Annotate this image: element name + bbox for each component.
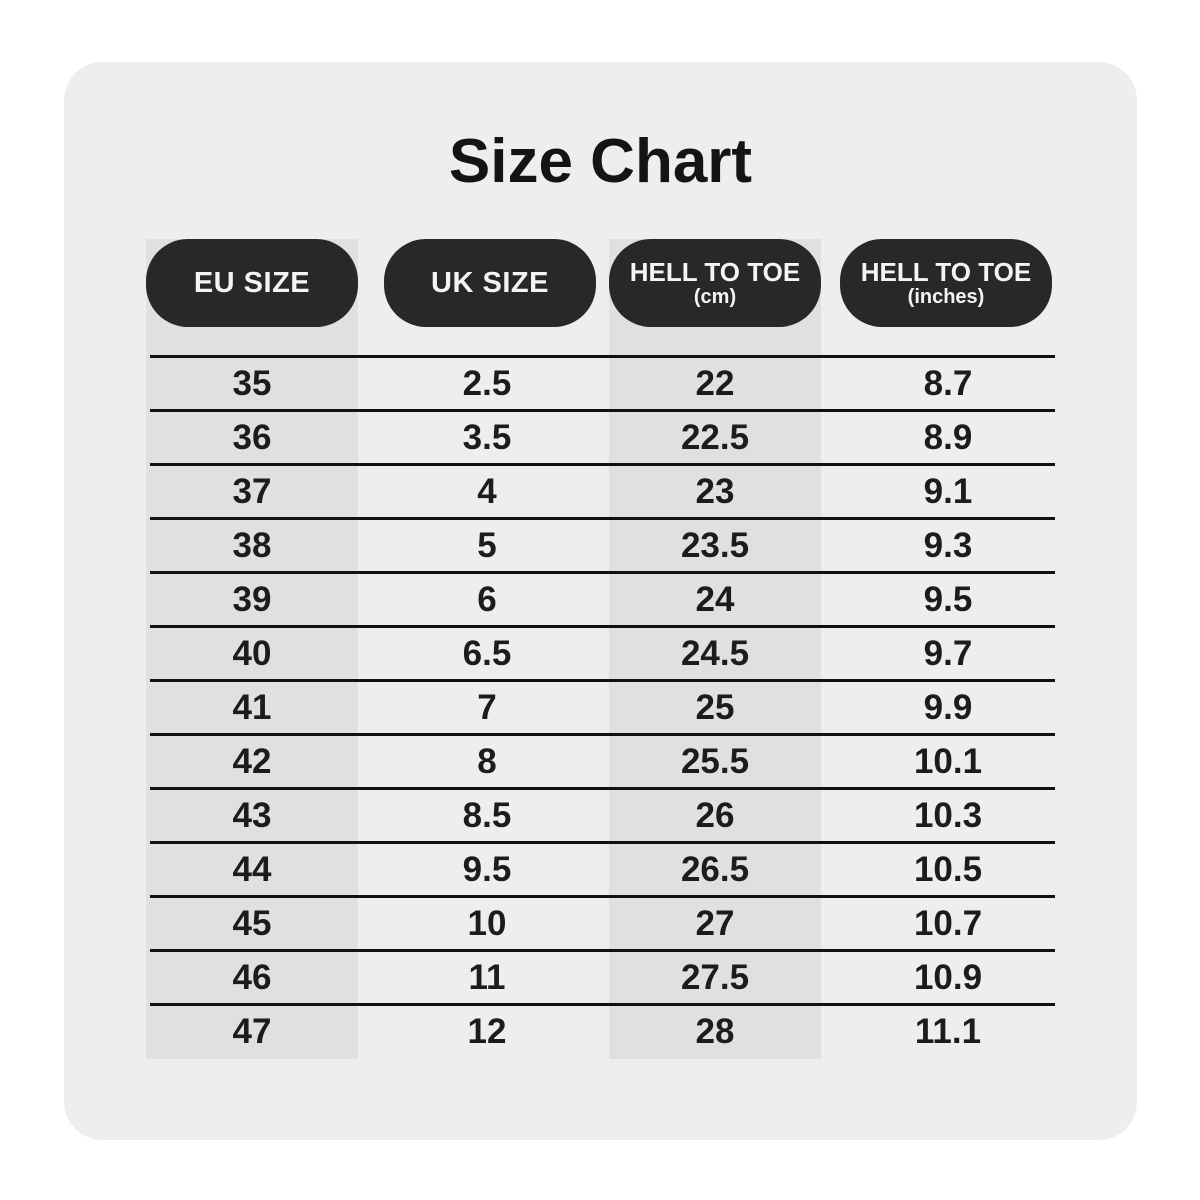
table-cell: 39 bbox=[232, 580, 272, 619]
table-cell: 8 bbox=[477, 742, 497, 781]
table-cell: 25 bbox=[695, 688, 735, 727]
table-cell: 6.5 bbox=[462, 634, 512, 673]
table-row bbox=[150, 679, 1055, 733]
table-cell: 22 bbox=[695, 364, 735, 403]
table-cell: 11 bbox=[468, 958, 506, 997]
table-row bbox=[150, 949, 1055, 1003]
header-sublabel-cm: (cm) bbox=[693, 286, 737, 308]
table-cell: 23.5 bbox=[680, 526, 750, 565]
header-sublabel-inches: (inches) bbox=[907, 286, 985, 308]
table-cell: 24 bbox=[695, 580, 735, 619]
table-cell: 26 bbox=[695, 796, 735, 835]
table-row bbox=[150, 355, 1055, 409]
table-cell: 9.5 bbox=[923, 580, 973, 619]
table-row bbox=[150, 733, 1055, 787]
table-cell: 23 bbox=[695, 472, 735, 511]
table-cell: 40 bbox=[232, 634, 272, 673]
table-cell: 9.7 bbox=[923, 634, 973, 673]
header-label-heel-to-toe-inches: HELL TO TOE bbox=[860, 257, 1032, 287]
table-cell: 11.1 bbox=[914, 1012, 982, 1051]
header-pill-eu-size bbox=[146, 239, 358, 327]
table-cell: 37 bbox=[232, 472, 272, 511]
table-row bbox=[150, 625, 1055, 679]
table-row bbox=[150, 409, 1055, 463]
header-pill-uk-size bbox=[384, 239, 596, 327]
header-pill-heel-to-toe-cm bbox=[609, 239, 821, 327]
table-cell: 9.3 bbox=[923, 526, 973, 565]
table-row bbox=[150, 517, 1055, 571]
table-cell: 3.5 bbox=[462, 418, 512, 457]
page-title: Size Chart bbox=[448, 127, 753, 196]
table-cell: 4 bbox=[477, 472, 497, 511]
table-cell: 25.5 bbox=[680, 742, 750, 781]
table-row bbox=[150, 841, 1055, 895]
table-cell: 46 bbox=[232, 958, 272, 997]
size-table bbox=[146, 239, 1055, 1059]
table-cell: 45 bbox=[232, 904, 272, 943]
table-cell: 9.5 bbox=[462, 850, 512, 889]
table-row bbox=[150, 571, 1055, 625]
table-cell: 10.5 bbox=[913, 850, 983, 889]
table-cell: 35 bbox=[232, 364, 272, 403]
table-cell: 24.5 bbox=[680, 634, 750, 673]
table-cell: 43 bbox=[232, 796, 272, 835]
table-cell: 12 bbox=[467, 1012, 507, 1051]
table-cell: 5 bbox=[477, 526, 497, 565]
table-row bbox=[150, 463, 1055, 517]
table-cell: 10.3 bbox=[913, 796, 983, 835]
table-cell: 36 bbox=[232, 418, 272, 457]
table-cell: 9.1 bbox=[923, 472, 973, 511]
table-body bbox=[150, 355, 1055, 1059]
table-cell: 8.7 bbox=[923, 364, 973, 403]
table-cell: 22.5 bbox=[680, 418, 750, 457]
table-row bbox=[150, 895, 1055, 949]
table-cell: 38 bbox=[232, 526, 272, 565]
table-cell: 41 bbox=[232, 688, 272, 727]
header-pill-heel-to-toe-inches bbox=[840, 239, 1052, 327]
table-cell: 8.9 bbox=[923, 418, 973, 457]
table-cell: 9.9 bbox=[923, 688, 973, 727]
header-label-uk-size: UK SIZE bbox=[431, 266, 549, 299]
header-label-heel-to-toe-cm: HELL TO TOE bbox=[629, 257, 801, 287]
table-cell: 42 bbox=[232, 742, 272, 781]
table-cell: 27.5 bbox=[680, 958, 750, 997]
table-row bbox=[150, 787, 1055, 841]
table-cell: 28 bbox=[695, 1012, 735, 1051]
table-cell: 8.5 bbox=[462, 796, 512, 835]
table-cell: 47 bbox=[232, 1012, 272, 1051]
table-cell: 26.5 bbox=[680, 850, 750, 889]
table-cell: 44 bbox=[232, 850, 272, 889]
table-cell: 10.1 bbox=[913, 742, 983, 781]
table-cell: 10.7 bbox=[913, 904, 983, 943]
table-cell: 27 bbox=[695, 904, 735, 943]
size-chart-card bbox=[64, 62, 1137, 1140]
table-cell: 7 bbox=[477, 688, 497, 727]
header-label-eu-size: EU SIZE bbox=[193, 266, 311, 299]
table-cell: 10 bbox=[467, 904, 507, 943]
table-cell: 6 bbox=[477, 580, 497, 619]
table-cell: 2.5 bbox=[462, 364, 512, 403]
table-row bbox=[150, 1003, 1055, 1059]
table-cell: 10.9 bbox=[913, 958, 983, 997]
